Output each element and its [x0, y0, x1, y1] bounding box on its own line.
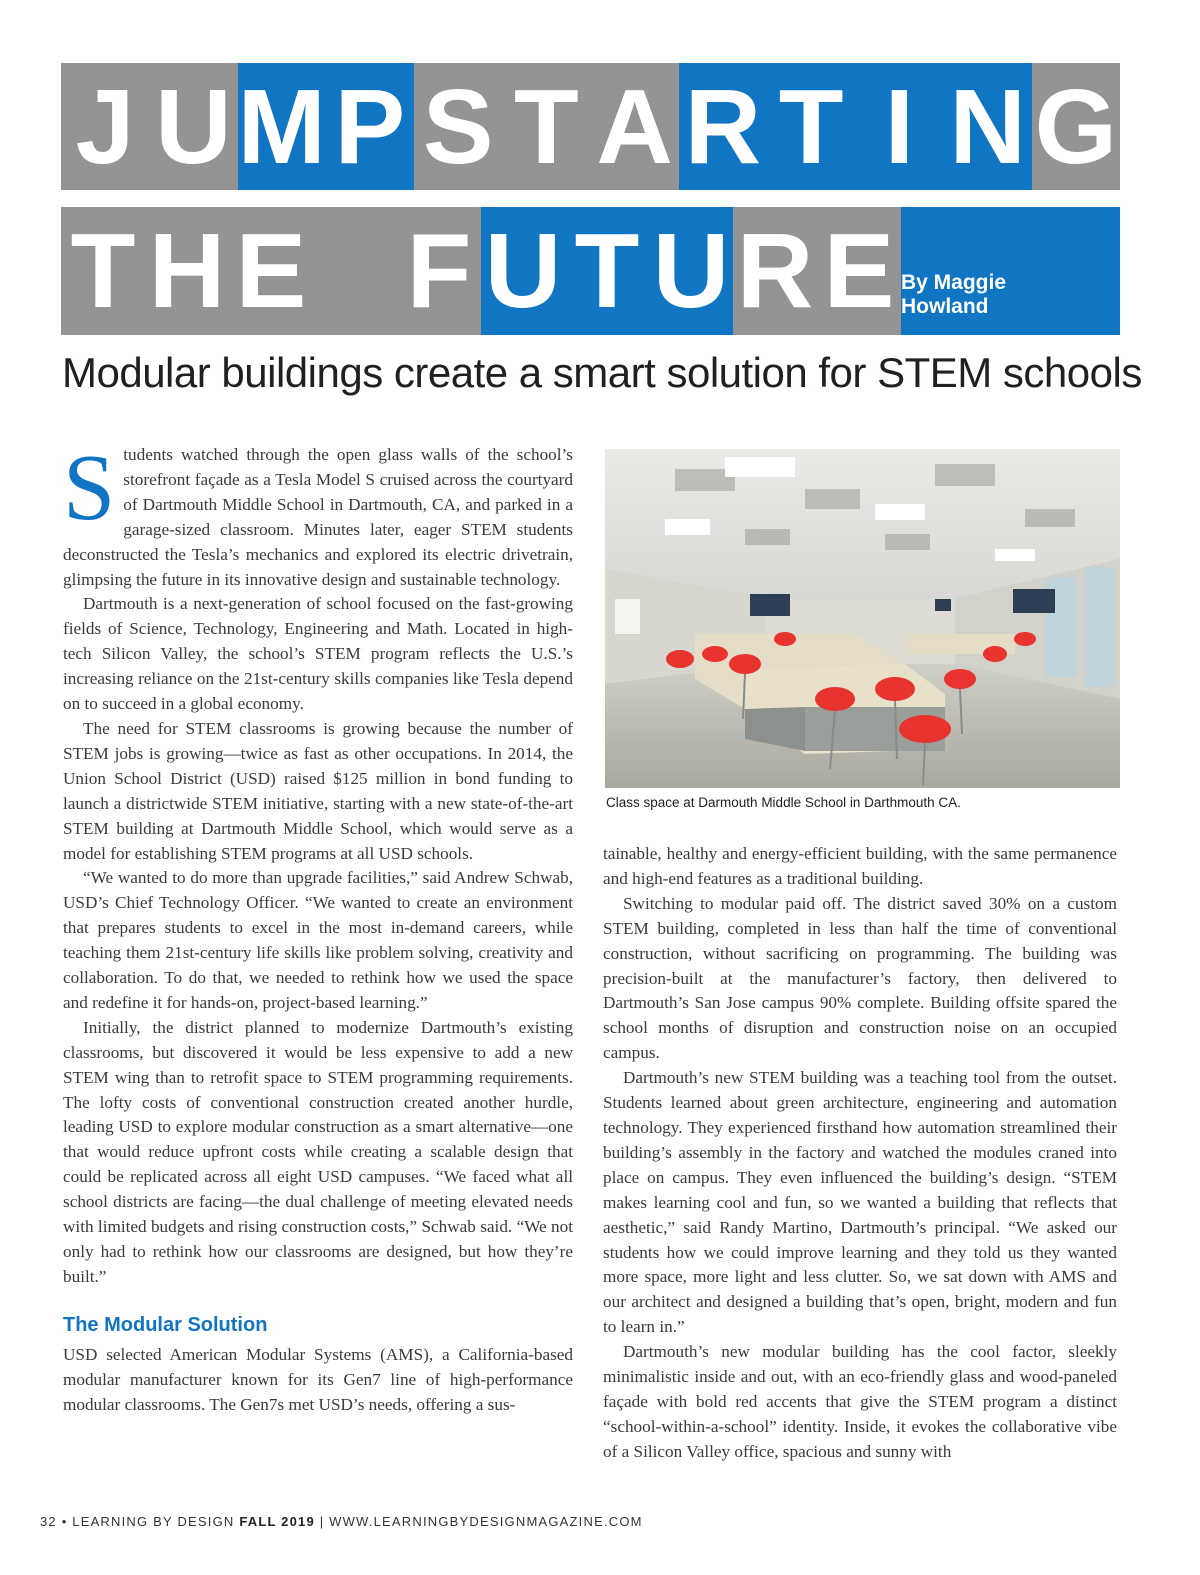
footer-bullet: •	[61, 1514, 68, 1529]
headline-letter: N	[944, 63, 1032, 190]
headline-letter: R	[733, 207, 817, 335]
headline-letter: M	[238, 63, 326, 190]
headline-letter: E	[817, 207, 901, 335]
subtitle: Modular buildings create a smart solution for STEM schools	[62, 349, 1142, 396]
headline-letter: T	[565, 207, 649, 335]
body-paragraph: “We wanted to do more than upgrade facilities,” said Andrew Schwab, USD’s Chief Technology Officer. “We wanted to create an environment that prepares students to excel in the most in-demand careers, while teaching them 21st-century life skills like problem solving, creativity and collaboration. To do that, we needed to rethink how we used the space and redefine it for hands-on, project-based learning.”	[63, 868, 573, 1012]
headline-letter	[313, 207, 397, 335]
body-paragraph: Switching to modular paid off. The district saved 30% on a custom STEM building, completed in less than half the time of conventional construction, without sacrificing on programming. The building was precision-built at the manufacturer’s factory, then delivered to Dartmouth’s San Jose campus 90% complete. Building offsite spared the school months of disruption and construction noise on an occupied campus.	[603, 893, 1117, 1063]
body-paragraph: Dartmouth’s new modular building has the cool factor, sleekly minimalistic inside and out, with an eco-friendly glass and wood-paneled façade with bold red accents that give the STEM program a distinct “school-within-a-school” identity. Inside, it evokes the collaborative vibe of a Silicon Valley office, spacious and sunny with	[603, 1342, 1117, 1461]
page-footer	[40, 1514, 643, 1529]
intro-text: tudents watched through the open glass walls of the school’s storefront façade as a Tesla Model S cruised across the courtyard of Dartmouth Middle School in Dartmouth, CA, and parked in a garage-sized classroom. Minutes later, eager STEM students deconstructed the Tesla’s mechanics and explored its electric drivetrain, glimpsing the future in its innovative design and sustainable technology.	[63, 445, 573, 589]
headline-letter: T	[767, 63, 855, 190]
classroom-photo	[605, 449, 1120, 788]
byline-box	[901, 207, 1120, 335]
headline-letter: U	[149, 63, 237, 190]
headline-letter: F	[397, 207, 481, 335]
headline-letter: U	[649, 207, 733, 335]
section-heading: The Modular Solution	[63, 1313, 268, 1336]
headline-line-2	[61, 207, 1120, 335]
intro-paragraph	[63, 436, 573, 592]
headline-letter: H	[145, 207, 229, 335]
headline-letter: J	[61, 63, 149, 190]
headline-letter: R	[679, 63, 767, 190]
magazine-name: LEARNING BY DESIGN	[72, 1514, 235, 1529]
magazine-url[interactable]: WWW.LEARNINGBYDESIGNMAGAZINE.COM	[329, 1514, 643, 1529]
article-left-column	[63, 436, 573, 1417]
headline-letter: T	[61, 207, 145, 335]
headline-letter: S	[414, 63, 502, 190]
drop-cap: S	[63, 436, 116, 540]
headline-letter: E	[229, 207, 313, 335]
body-paragraph: Dartmouth is a next-generation of school focused on the fast-growing fields of Science, Technology, Engineering and Math. Located in high-tech Silicon Valley, the school’s STEM program reflects the U.S.’s increasing reliance on the 21st-century skills companies like Tesla depend on to succeed in a global economy.	[63, 594, 573, 714]
headline-letter: P	[326, 63, 414, 190]
byline: By Maggie Howland	[901, 271, 1007, 318]
photo-caption: Class space at Darmouth Middle School in Darthmouth CA.	[606, 795, 961, 810]
headline-letter: A	[591, 63, 679, 190]
body-paragraph: tainable, healthy and energy-efficient building, with the same permanence and high-end features as a traditional building.	[603, 844, 1117, 888]
body-paragraph: Initially, the district planned to modernize Dartmouth’s existing classrooms, but discovered it would be less expensive to add a new STEM wing than to retrofit space to STEM programming requirements. The lofty costs of conventional construction created another hurdle, leading USD to explore modular construction as a smart alternative—one that would reduce upfront costs while creating a scalable design that could be replicated across all eight USD campuses. “We faced what all school districts are facing—the dual challenge of meeting elevated needs with limited budgets and rising construction costs,” Schwab said. “We not only had to rethink how our classrooms are designed, but how they’re built.”	[63, 1017, 573, 1286]
page-number: 32	[40, 1514, 57, 1529]
body-paragraph: USD selected American Modular Systems (AMS), a California-based modular manufacturer known for its Gen7 line of high-performance modular classrooms. The Gen7s met USD’s needs, offering a sus-	[63, 1344, 573, 1414]
headline-letter: T	[502, 63, 590, 190]
headline-letter: G	[1032, 63, 1120, 190]
body-paragraph: The need for STEM classrooms is growing because the number of STEM jobs is growing—twice as fast as other occupations. In 2014, the Union School District (USD) raised $125 million in bond funding to launch a districtwide STEM initiative, starting with a new state-of-the-art STEM building at Dartmouth Middle School, which would serve as a model for establishing STEM programs at all USD schools.	[63, 718, 573, 863]
headline-letter: U	[481, 207, 565, 335]
article-right-column	[603, 842, 1117, 1465]
body-paragraph: Dartmouth’s new STEM building was a teaching tool from the outset. Students learned about green architecture, engineering and automation technology. They experienced firsthand how automation streamlined their building’s assembly in the factory and watched the modules craned into place on campus. They even influenced the building’s design. “STEM makes learning cool and fun, so we wanted a building that reflects that aesthetic,” said Randy Martino, Dartmouth’s principal. “We asked our students how we could improve learning and they told us they wanted more space, more light and less clutter. So, we sat down with AMS and our architect and designed a building that’s open, bright, modern and fun to learn in.”	[603, 1068, 1117, 1337]
footer-separator: |	[319, 1514, 325, 1529]
headline-letter: I	[855, 63, 943, 190]
issue-label: FALL 2019	[239, 1514, 315, 1529]
headline-line-1	[61, 63, 1120, 190]
